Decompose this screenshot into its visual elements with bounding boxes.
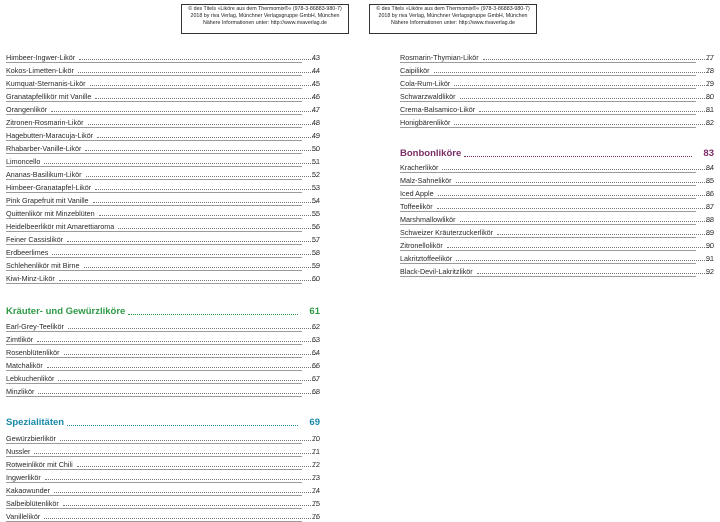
entry-title: Rosenblütenlikör bbox=[6, 348, 60, 357]
entry-page-number: 49 bbox=[312, 131, 320, 140]
entry-page-number: 50 bbox=[312, 144, 320, 153]
section-page: 69 bbox=[309, 417, 320, 428]
notice-line-1: © des Titels »Liköre aus dem Thermomix®« (978-3-86883-980-7) bbox=[376, 6, 530, 12]
leader-dots bbox=[118, 228, 317, 229]
toc-entry[interactable] bbox=[6, 457, 320, 470]
section-heading-kraeuter[interactable] bbox=[6, 301, 320, 318]
entry-title: Rhabarber-Vanille-Likör bbox=[6, 144, 82, 153]
toc-entry[interactable] bbox=[6, 115, 320, 128]
entry-page-number: 75 bbox=[312, 499, 320, 508]
entry-title: Schlehenlikör mit Birne bbox=[6, 261, 80, 270]
entry-page-number: 44 bbox=[312, 66, 320, 75]
toc-group-1 bbox=[6, 50, 320, 284]
entry-title: Black-Devil-Lakritzlikör bbox=[400, 267, 473, 276]
leader-dots bbox=[99, 215, 317, 216]
leader-dots bbox=[47, 367, 317, 368]
entry-page-number: 43 bbox=[312, 53, 320, 62]
leader-dots bbox=[438, 195, 711, 196]
toc-entry[interactable] bbox=[6, 50, 320, 63]
toc-entry[interactable] bbox=[6, 193, 320, 206]
leader-dots bbox=[60, 440, 317, 441]
toc-entry[interactable] bbox=[6, 496, 320, 509]
entry-title: Himbeer-Granatapfel-Likör bbox=[6, 183, 92, 192]
entry-title: Ananas-Basilikum-Likör bbox=[6, 170, 82, 179]
leader-dots bbox=[454, 85, 711, 86]
leader-dots bbox=[88, 124, 318, 125]
toc-entry[interactable] bbox=[6, 371, 320, 384]
entry-title: Earl-Grey-Teelikör bbox=[6, 322, 64, 331]
leader-dots bbox=[456, 182, 711, 183]
entry-page-number: 60 bbox=[312, 274, 320, 283]
entry-page-number: 56 bbox=[312, 222, 320, 231]
entry-page-number: 57 bbox=[312, 235, 320, 244]
entry-page-number: 72 bbox=[312, 460, 320, 469]
entry-page-number: 45 bbox=[312, 79, 320, 88]
entry-page-number: 71 bbox=[312, 447, 320, 456]
entry-page-number: 79 bbox=[706, 79, 714, 88]
entry-title: Heidelbeerlikör mit Amarettiaroma bbox=[6, 222, 115, 231]
entry-page-number: 78 bbox=[706, 66, 714, 75]
entry-title: Cola-Rum-Likör bbox=[400, 79, 451, 88]
toc-entry[interactable] bbox=[6, 444, 320, 457]
entry-title: Schweizer Kräuterzuckerlikör bbox=[400, 228, 494, 237]
toc-entry[interactable] bbox=[6, 483, 320, 496]
toc-entry[interactable] bbox=[6, 509, 320, 522]
leader-dots bbox=[67, 241, 317, 242]
entry-page-number: 80 bbox=[706, 92, 714, 101]
leader-dots bbox=[483, 59, 711, 60]
toc-entry[interactable] bbox=[6, 232, 320, 245]
leader-dots bbox=[464, 156, 692, 157]
entry-title: Gewürzbierlikör bbox=[6, 434, 56, 443]
toc-entry[interactable] bbox=[400, 173, 714, 186]
leader-dots bbox=[97, 137, 317, 138]
notice-line-3: Nähere Informationen unter: http://www.rivaverlag.de bbox=[391, 20, 515, 27]
entry-title: Quittenlikör mit Minzeblüten bbox=[6, 209, 95, 218]
entry-title: Orangenlikör bbox=[6, 105, 48, 114]
entry-title: Iced Apple bbox=[400, 189, 434, 198]
notice-line-3: Nähere Informationen unter: http://www.rivaverlag.de bbox=[203, 20, 327, 27]
leader-dots bbox=[128, 314, 298, 315]
toc-group-2 bbox=[400, 160, 714, 277]
section-page: 61 bbox=[309, 306, 320, 317]
toc-entry[interactable] bbox=[400, 264, 714, 277]
toc-entry[interactable] bbox=[400, 186, 714, 199]
notice-line-2: 2018 by riva Verlag, Münchner Verlagsgruppe GmbH, München bbox=[378, 13, 528, 20]
toc-left-column bbox=[6, 50, 320, 522]
entry-page-number: 55 bbox=[312, 209, 320, 218]
entry-title: Hagebutten-Maracuja-Likör bbox=[6, 131, 94, 140]
toc-entry[interactable] bbox=[6, 206, 320, 219]
toc-entry[interactable] bbox=[400, 225, 714, 238]
leader-dots bbox=[34, 453, 317, 454]
entry-title: Granatapfellikör mit Vanille bbox=[6, 92, 92, 101]
toc-entry[interactable] bbox=[6, 332, 320, 345]
toc-entry[interactable] bbox=[400, 102, 714, 115]
toc-entry[interactable] bbox=[6, 470, 320, 483]
toc-entry[interactable] bbox=[6, 102, 320, 115]
toc-entry[interactable] bbox=[400, 63, 714, 76]
entry-page-number: 90 bbox=[706, 241, 714, 250]
entry-title: Zitronen-Rosmarin-Likör bbox=[6, 118, 84, 127]
notice-line-2: 2018 by riva Verlag, Münchner Verlagsgruppe GmbH, München bbox=[190, 13, 340, 20]
entry-title: Kracherlikör bbox=[400, 163, 439, 172]
entry-title: Salbeiblütenlikör bbox=[6, 499, 59, 508]
leader-dots bbox=[77, 466, 317, 467]
leader-dots bbox=[479, 111, 711, 112]
leader-dots bbox=[64, 354, 317, 355]
section-title: Kräuter- und Gewürzliköre bbox=[6, 306, 126, 317]
toc-entry[interactable] bbox=[400, 160, 714, 173]
toc-entry[interactable] bbox=[400, 212, 714, 225]
entry-page-number: 76 bbox=[312, 512, 320, 521]
toc-right-column bbox=[400, 50, 714, 277]
entry-page-number: 86 bbox=[706, 189, 714, 198]
leader-dots bbox=[437, 208, 711, 209]
entry-page-number: 54 bbox=[312, 196, 320, 205]
leader-dots bbox=[95, 98, 317, 99]
entry-page-number: 85 bbox=[706, 176, 714, 185]
toc-entry[interactable] bbox=[6, 345, 320, 358]
entry-title: Kakaowunder bbox=[6, 486, 50, 495]
leader-dots bbox=[447, 247, 711, 248]
leader-dots bbox=[460, 221, 711, 222]
notice-line-1: © des Titels »Liköre aus dem Thermomix®« (978-3-86883-980-7) bbox=[188, 6, 342, 12]
leader-dots bbox=[90, 85, 318, 86]
entry-title: Lakritztoffeelikör bbox=[400, 254, 453, 263]
entry-page-number: 62 bbox=[312, 322, 320, 331]
toc-entry[interactable] bbox=[400, 50, 714, 63]
leader-dots bbox=[59, 280, 317, 281]
toc-entry[interactable] bbox=[6, 384, 320, 397]
entry-page-number: 77 bbox=[706, 53, 714, 62]
toc-entry[interactable] bbox=[6, 245, 320, 258]
leader-dots bbox=[37, 341, 317, 342]
entry-page-number: 74 bbox=[312, 486, 320, 495]
leader-dots bbox=[58, 380, 317, 381]
entry-page-number: 68 bbox=[312, 387, 320, 396]
entry-page-number: 46 bbox=[312, 92, 320, 101]
entry-title: Schwarzwaldlikör bbox=[400, 92, 456, 101]
leader-dots bbox=[68, 328, 317, 329]
leader-dots bbox=[497, 234, 711, 235]
copyright-notice-right bbox=[369, 4, 537, 34]
toc-entry[interactable] bbox=[400, 238, 714, 251]
entry-title: Malz-Sahnelikör bbox=[400, 176, 452, 185]
leader-dots bbox=[456, 260, 711, 261]
toc-entry[interactable] bbox=[400, 76, 714, 89]
leader-dots bbox=[442, 169, 711, 170]
leader-dots bbox=[63, 505, 317, 506]
toc-group-2 bbox=[6, 319, 320, 397]
entry-title: Matchalikör bbox=[6, 361, 43, 370]
entry-title: Zitronellolikör bbox=[400, 241, 443, 250]
entry-title: Caipilikör bbox=[400, 66, 430, 75]
toc-entry[interactable] bbox=[400, 115, 714, 128]
toc-entry[interactable] bbox=[6, 219, 320, 232]
entry-title: Kokos-Limetten-Likör bbox=[6, 66, 74, 75]
entry-page-number: 47 bbox=[312, 105, 320, 114]
entry-page-number: 70 bbox=[312, 434, 320, 443]
entry-title: Minzlikör bbox=[6, 387, 35, 396]
entry-page-number: 84 bbox=[706, 163, 714, 172]
entry-page-number: 64 bbox=[312, 348, 320, 357]
section-title: Spezialitäten bbox=[6, 417, 65, 428]
entry-title: Kiwi-Minz-Likör bbox=[6, 274, 55, 283]
entry-page-number: 91 bbox=[706, 254, 714, 263]
leader-dots bbox=[79, 59, 317, 60]
entry-page-number: 82 bbox=[706, 118, 714, 127]
leader-dots bbox=[95, 189, 317, 190]
toc-entry[interactable] bbox=[6, 128, 320, 141]
entry-page-number: 89 bbox=[706, 228, 714, 237]
entry-title: Pink Grapefruit mit Vanille bbox=[6, 196, 89, 205]
entry-page-number: 67 bbox=[312, 374, 320, 383]
toc-entry[interactable] bbox=[6, 258, 320, 271]
leader-dots bbox=[93, 202, 317, 203]
entry-page-number: 63 bbox=[312, 335, 320, 344]
section-page: 83 bbox=[703, 148, 714, 159]
leader-dots bbox=[44, 518, 317, 519]
leader-dots bbox=[460, 98, 711, 99]
toc-entry[interactable] bbox=[400, 251, 714, 264]
toc-entry[interactable] bbox=[400, 89, 714, 102]
toc-entry[interactable] bbox=[6, 89, 320, 102]
toc-entry[interactable] bbox=[6, 63, 320, 76]
entry-title: Toffeelikör bbox=[400, 202, 433, 211]
toc-entry[interactable] bbox=[6, 167, 320, 180]
copyright-notice-left bbox=[181, 4, 349, 34]
entry-page-number: 81 bbox=[706, 105, 714, 114]
leader-dots bbox=[54, 492, 317, 493]
entry-title: Rotweinlikör mit Chili bbox=[6, 460, 73, 469]
toc-entry[interactable] bbox=[6, 319, 320, 332]
toc-entry[interactable] bbox=[6, 141, 320, 154]
entry-page-number: 92 bbox=[706, 267, 714, 276]
entry-page-number: 53 bbox=[312, 183, 320, 192]
leader-dots bbox=[86, 176, 318, 177]
leader-dots bbox=[52, 254, 317, 255]
leader-dots bbox=[84, 267, 317, 268]
leader-dots bbox=[51, 111, 317, 112]
leader-dots bbox=[454, 124, 711, 125]
entry-title: Erdbeerlimes bbox=[6, 248, 49, 257]
entry-page-number: 73 bbox=[312, 473, 320, 482]
entry-title: Himbeer-Ingwer-Likör bbox=[6, 53, 76, 62]
toc-group-1 bbox=[400, 50, 714, 128]
leader-dots bbox=[44, 163, 317, 164]
entry-page-number: 59 bbox=[312, 261, 320, 270]
entry-title: Lebkuchenlikör bbox=[6, 374, 55, 383]
entry-page-number: 88 bbox=[706, 215, 714, 224]
section-title: Bonbonliköre bbox=[400, 148, 462, 159]
toc-group-3 bbox=[6, 431, 320, 522]
entry-title: Crema-Balsamico-Likör bbox=[400, 105, 476, 114]
entry-page-number: 52 bbox=[312, 170, 320, 179]
entry-title: Vanillelikör bbox=[6, 512, 41, 521]
toc-entry[interactable] bbox=[6, 180, 320, 193]
entry-page-number: 58 bbox=[312, 248, 320, 257]
toc-entry[interactable] bbox=[400, 199, 714, 212]
leader-dots bbox=[45, 479, 317, 480]
entry-title: Honigbärenlikör bbox=[400, 118, 451, 127]
toc-entry[interactable] bbox=[6, 271, 320, 284]
entry-page-number: 51 bbox=[312, 157, 320, 166]
entry-title: Kumquat-Sternanis-Likör bbox=[6, 79, 86, 88]
leader-dots bbox=[67, 425, 298, 426]
entry-page-number: 87 bbox=[706, 202, 714, 211]
entry-title: Limoncello bbox=[6, 157, 41, 166]
toc-entry[interactable] bbox=[6, 76, 320, 89]
entry-title: Zimtlikör bbox=[6, 335, 34, 344]
entry-title: Rosmarin-Thymian-Likör bbox=[400, 53, 479, 62]
entry-title: Marshmallowlikör bbox=[400, 215, 456, 224]
entry-page-number: 48 bbox=[312, 118, 320, 127]
entry-title: Feiner Cassislikör bbox=[6, 235, 64, 244]
section-heading-spezialitaeten[interactable] bbox=[6, 412, 320, 429]
leader-dots bbox=[434, 72, 711, 73]
entry-title: Ingwerlikör bbox=[6, 473, 41, 482]
entry-title: Nussler bbox=[6, 447, 31, 456]
section-heading-bonbon[interactable] bbox=[400, 143, 714, 160]
entry-page-number: 66 bbox=[312, 361, 320, 370]
toc-entry[interactable] bbox=[6, 431, 320, 444]
leader-dots bbox=[78, 72, 317, 73]
toc-entry[interactable] bbox=[6, 154, 320, 167]
leader-dots bbox=[477, 273, 711, 274]
leader-dots bbox=[38, 393, 317, 394]
toc-entry[interactable] bbox=[6, 358, 320, 371]
leader-dots bbox=[85, 150, 317, 151]
